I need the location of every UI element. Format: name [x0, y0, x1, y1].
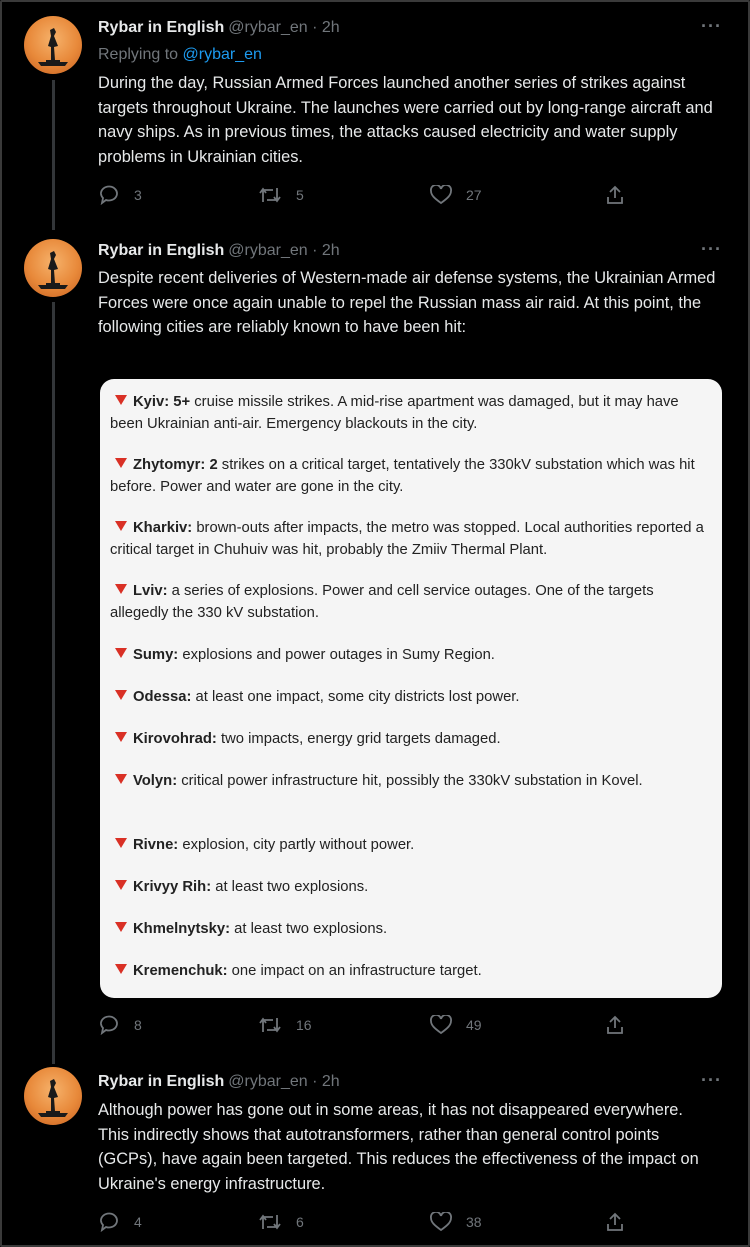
list-item	[110, 687, 712, 709]
more-icon[interactable]: ···	[701, 16, 722, 36]
like-button[interactable]	[430, 185, 482, 205]
avatar[interactable]	[24, 239, 82, 297]
city-label: Rivne:	[133, 837, 179, 853]
more-icon[interactable]: ···	[701, 1070, 722, 1090]
author-handle[interactable]: @rybar_en · 2h	[228, 242, 340, 259]
city-detail: at least two explosions.	[230, 921, 388, 937]
list-item	[110, 771, 712, 793]
reply-button[interactable]	[98, 185, 142, 205]
city-detail: a series of explosions. Power and cell service outages. One of the targets allegedly the 330 kV substation.	[110, 583, 654, 621]
list-item	[110, 518, 712, 561]
share-button[interactable]	[605, 185, 639, 205]
city-detail: cruise missile strikes. A mid-rise apartment was damaged, but it may have been Ukrainian anti-air. Emergency blackouts in the city.	[110, 394, 679, 432]
avatar-figure-icon	[24, 239, 82, 297]
avatar-figure-icon	[24, 1067, 82, 1125]
author-handle[interactable]: @rybar_en · 2h	[228, 1073, 340, 1090]
retweet-button[interactable]	[258, 185, 304, 205]
city-label: Kharkiv:	[133, 520, 193, 536]
city-label: Khmelnytsky:	[133, 921, 231, 937]
retweet-button[interactable]	[258, 1212, 304, 1232]
replying-handle-link[interactable]: @rybar_en	[182, 46, 262, 63]
list-item	[110, 877, 712, 899]
red-triangle-icon	[115, 584, 127, 594]
city-label: Zhytomyr: 2	[133, 457, 218, 473]
reply-icon	[98, 185, 120, 205]
tweet-header	[98, 242, 340, 260]
city-detail: strikes on a critical target, tentatively the 330kV substation which was hit before. Power and water are gone in the city.	[110, 457, 695, 495]
tweet-header	[98, 19, 340, 37]
red-triangle-icon	[115, 690, 127, 700]
like-button[interactable]	[430, 1015, 482, 1035]
like-icon	[430, 1015, 452, 1035]
reply-button[interactable]	[98, 1015, 142, 1035]
more-icon[interactable]: ···	[701, 239, 722, 259]
city-detail: brown-outs after impacts, the metro was stopped. Local authorities reported a critical target in Chuhuiv was hit, probably the Zmiiv Thermal Plant.	[110, 520, 704, 558]
image-card[interactable]	[100, 379, 722, 998]
red-triangle-icon	[115, 880, 127, 890]
like-count: 38	[466, 1214, 482, 1230]
action-bar	[98, 1212, 638, 1236]
red-triangle-icon	[115, 964, 127, 974]
list-item	[110, 729, 712, 751]
share-button[interactable]	[605, 1212, 639, 1232]
red-triangle-icon	[115, 732, 127, 742]
red-triangle-icon	[115, 774, 127, 784]
author-name[interactable]: Rybar in English	[98, 19, 225, 36]
reply-count: 8	[134, 1017, 142, 1033]
red-triangle-icon	[115, 395, 127, 405]
tweet-header	[98, 1073, 340, 1091]
city-label: Sumy:	[133, 647, 179, 663]
city-label: Lviv:	[133, 583, 168, 599]
list-item	[110, 835, 712, 857]
author-name[interactable]: Rybar in English	[98, 242, 225, 259]
author-name[interactable]: Rybar in English	[98, 1073, 225, 1090]
list-item	[110, 919, 712, 941]
tweet-text: Although power has gone out in some areas, it has not disappeared everywhere. This indirectly shows that autotransformers, rather than general control points (GCPs), have again been targeted. This reduces the effectiveness of the impact on Ukraine's energy infrastructure.	[98, 1101, 699, 1193]
tweet[interactable]	[0, 0, 750, 225]
tweet-text: During the day, Russian Armed Forces launched another series of strikes against targets throughout Ukraine. The launches were carried out by long-range aircraft and navy ships. As in previous times, the attacks caused electricity and water supply problems in Ukrainian cities.	[98, 74, 713, 166]
share-button[interactable]	[605, 1015, 639, 1035]
like-count: 27	[466, 187, 482, 203]
share-icon	[605, 1212, 625, 1232]
list-item	[110, 581, 712, 624]
red-triangle-icon	[115, 922, 127, 932]
retweet-icon	[258, 185, 282, 205]
list-item	[110, 645, 712, 667]
retweet-button[interactable]	[258, 1015, 312, 1035]
city-label: Kremenchuk:	[133, 963, 228, 979]
reply-icon	[98, 1015, 120, 1035]
retweet-count: 16	[296, 1017, 312, 1033]
retweet-icon	[258, 1015, 282, 1035]
city-detail: one impact on an infrastructure target.	[227, 963, 482, 979]
reply-button[interactable]	[98, 1212, 142, 1232]
avatar[interactable]	[24, 16, 82, 74]
reply-count: 4	[134, 1214, 142, 1230]
red-triangle-icon	[115, 838, 127, 848]
city-detail: at least two explosions.	[211, 879, 369, 895]
retweet-count: 5	[296, 187, 304, 203]
author-handle[interactable]: @rybar_en · 2h	[228, 19, 340, 36]
city-label: Krivyy Rih:	[133, 879, 212, 895]
city-detail: two impacts, energy grid targets damaged.	[216, 731, 501, 747]
city-detail: explosions and power outages in Sumy Region.	[178, 647, 495, 663]
list-item	[110, 455, 712, 498]
red-triangle-icon	[115, 648, 127, 658]
red-triangle-icon	[115, 458, 127, 468]
city-label: Odessa:	[133, 689, 192, 705]
city-detail: at least one impact, some city districts lost power.	[191, 689, 520, 705]
city-detail: explosion, city partly without power.	[178, 837, 415, 853]
avatar[interactable]	[24, 1067, 82, 1125]
action-bar	[98, 1015, 638, 1039]
like-count: 49	[466, 1017, 482, 1033]
city-label: Kyiv: 5+	[133, 394, 191, 410]
like-icon	[430, 185, 452, 205]
like-icon	[430, 1212, 452, 1232]
share-icon	[605, 185, 625, 205]
retweet-icon	[258, 1212, 282, 1232]
list-item	[110, 961, 712, 983]
red-triangle-icon	[115, 521, 127, 531]
avatar-figure-icon	[24, 16, 82, 74]
share-icon	[605, 1015, 625, 1035]
replying-to	[98, 46, 262, 64]
reply-icon	[98, 1212, 120, 1232]
list-item	[110, 392, 712, 435]
tweet-text: Despite recent deliveries of Western-made air defense systems, the Ukrainian Armed Forces were once again unable to repel the Russian mass air raid. At this point, the following cities are reliably known to have been hit:	[98, 269, 716, 337]
action-bar	[98, 185, 638, 209]
city-label: Volyn:	[133, 773, 178, 789]
reply-count: 3	[134, 187, 142, 203]
city-detail: critical power infrastructure hit, possibly the 330kV substation in Kovel.	[177, 773, 643, 789]
replying-prefix: Replying to	[98, 46, 179, 63]
retweet-count: 6	[296, 1214, 304, 1230]
city-label: Kirovohrad:	[133, 731, 217, 747]
like-button[interactable]	[430, 1212, 482, 1232]
tweet[interactable]	[0, 1055, 750, 1245]
